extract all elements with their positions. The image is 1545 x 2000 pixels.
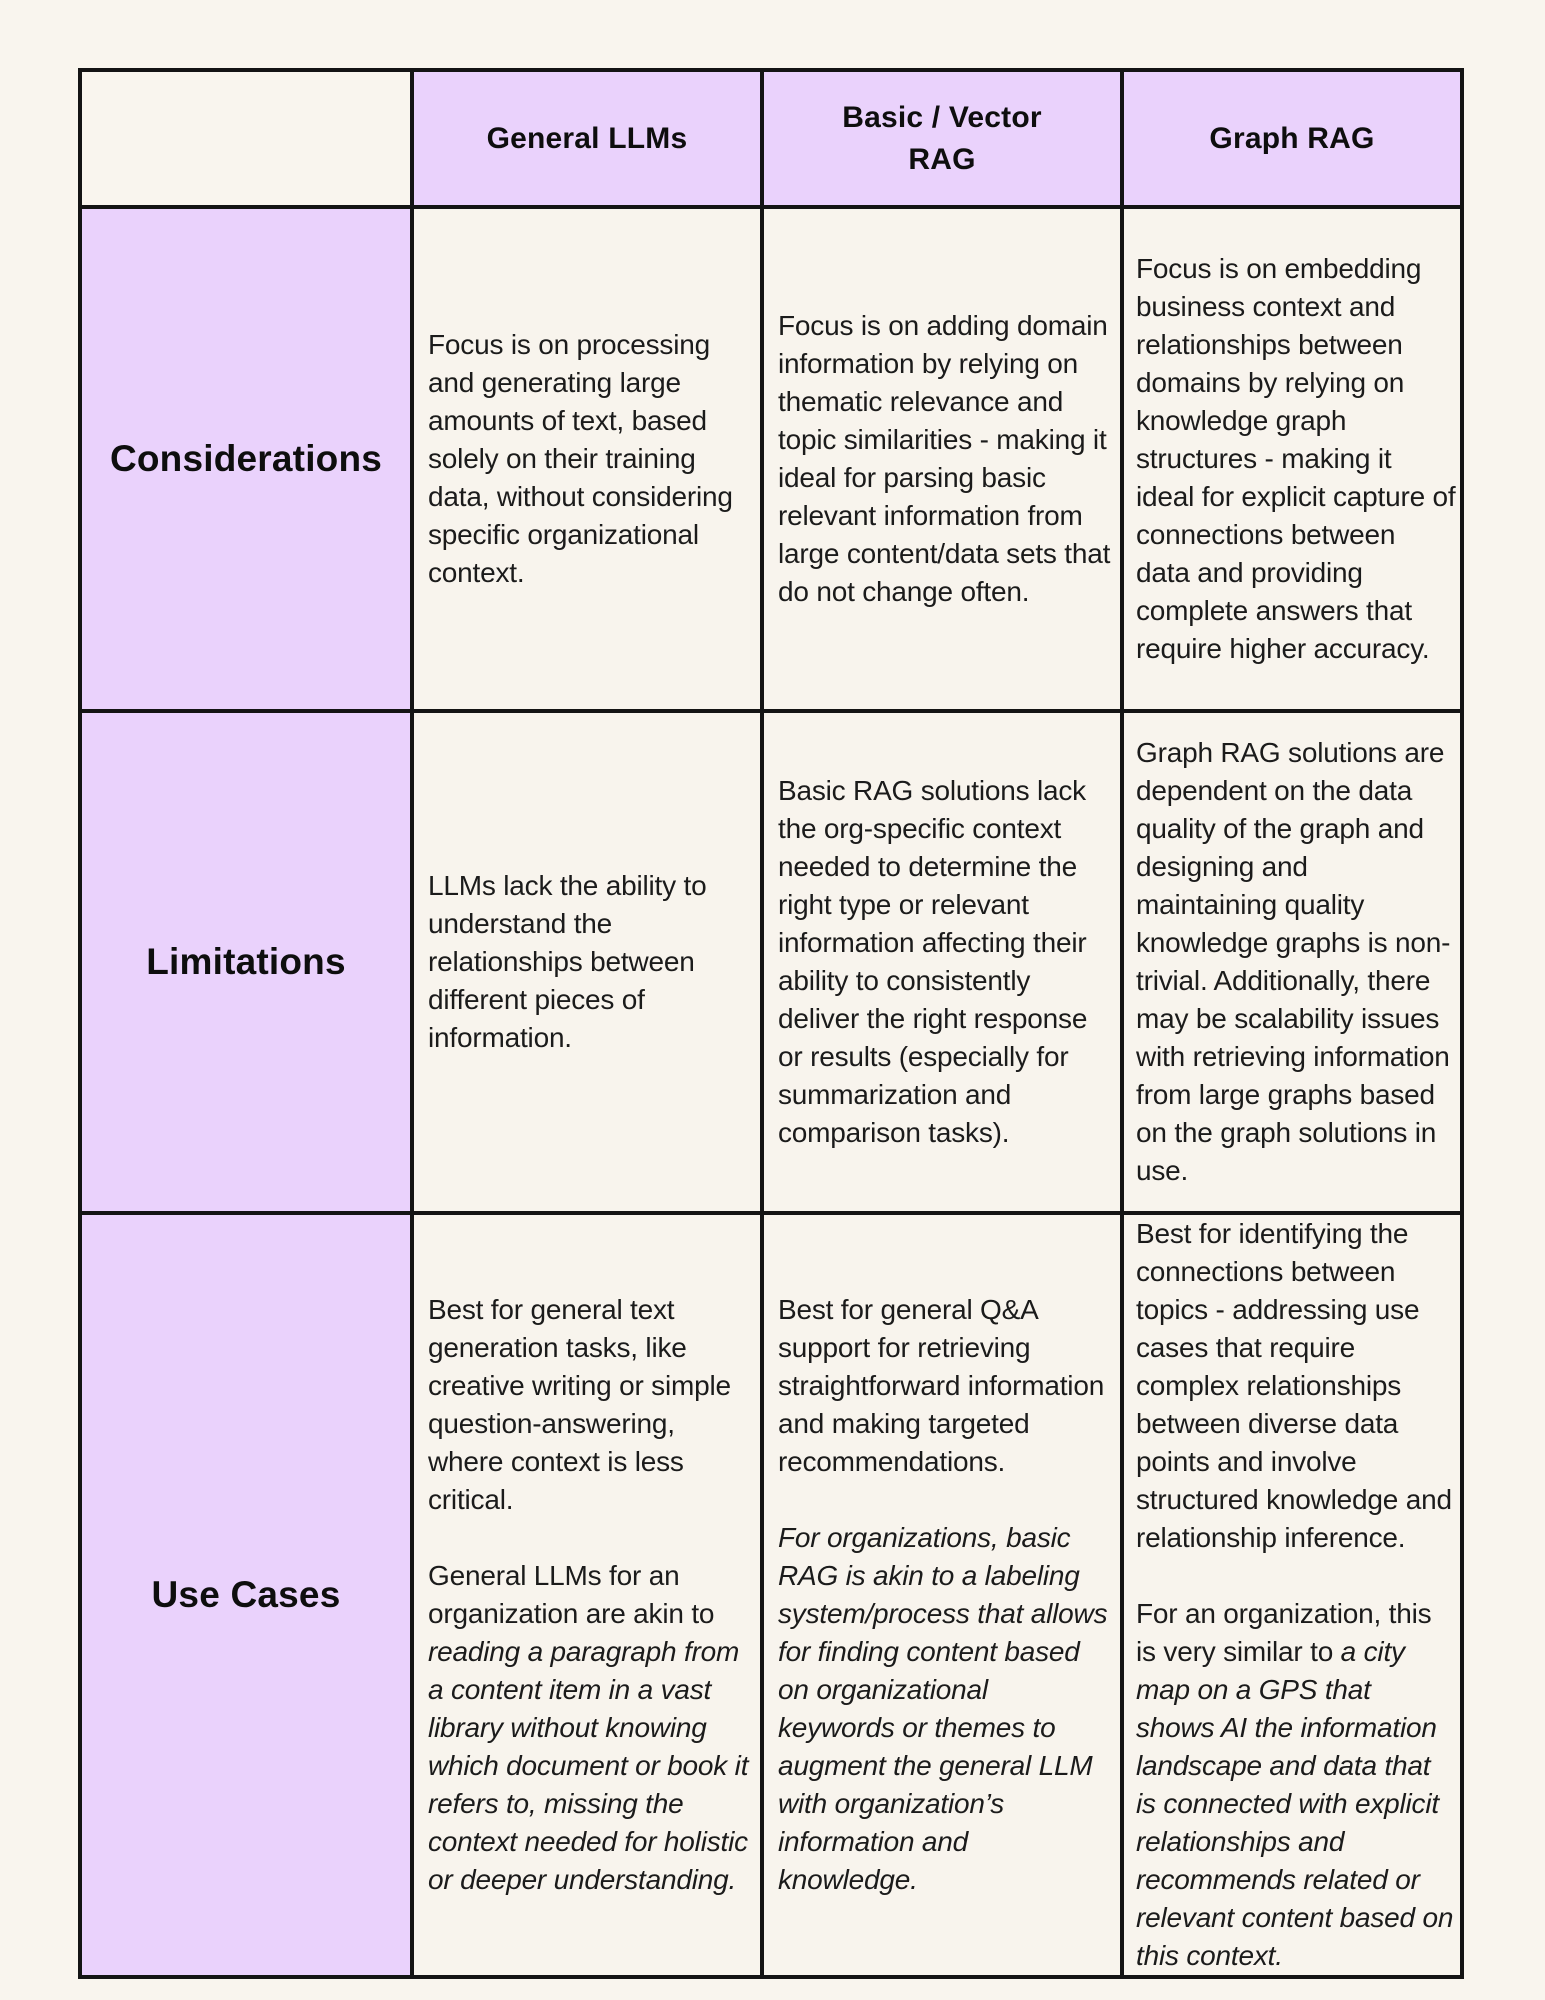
row-label-use-cases: Use Cases xyxy=(80,1213,412,1977)
cell-limitations-basic-vector-rag: Basic RAG solutions lack the org-specific context needed to determine the right type or relevant information affecting their ability to consistently deliver the right response or results (especially for summarization and comparison tasks). xyxy=(762,711,1122,1213)
cell-considerations-general-llms: Focus is on processing and generating large amounts of text, based solely on their training data, without considering specific organizational context. xyxy=(412,207,762,711)
column-header-basic-vector-rag xyxy=(762,70,1122,207)
cell-considerations-graph-rag: Focus is on embedding business context and relationships between domains by relying on knowledge graph structures - making it ideal for explicit capture of connections between data and providing complete answers that require higher accuracy. xyxy=(1122,207,1462,711)
corner-cell xyxy=(80,70,412,207)
cell-use-cases-general-llms: Best for general text generation tasks, like creative writing or simple question-answering, where context is less critical. General LLMs for an organization are akin to reading a paragraph from a content item in a vast library without knowing which document or book it refers to, missing the context needed for holistic or deeper understanding. xyxy=(412,1213,762,1977)
row-label-limitations: Limitations xyxy=(80,711,412,1213)
column-header-label: General LLMs xyxy=(486,121,688,155)
column-header-general-llms xyxy=(412,70,762,207)
cell-use-cases-graph-rag: Best for identifying the connections between topics - addressing use cases that require complex relationships between diverse data points and involve structured knowledge and relationship inference. For an organization, this is very similar to a city map on a GPS that shows AI the information landscape and data that is connected with explicit relationships and recommends related or relevant content based on this context. xyxy=(1122,1213,1462,1977)
cell-limitations-general-llms: LLMs lack the ability to understand the relationships between different pieces of information. xyxy=(412,711,762,1213)
cell-considerations-basic-vector-rag: Focus is on adding domain information by relying on thematic relevance and topic similarities - making it ideal for parsing basic relevant information from large content/data sets that do not change often. xyxy=(762,207,1122,711)
header-row xyxy=(80,70,1462,207)
cell-limitations-graph-rag: Graph RAG solutions are dependent on the data quality of the graph and designing and maintaining quality knowledge graphs is non-trivial. Additionally, there may be scalability issues with retrieving information from large graphs based on the graph solutions in use. xyxy=(1122,711,1462,1213)
rag-comparison-table xyxy=(78,68,1464,1979)
column-header-graph-rag xyxy=(1122,70,1462,207)
row-considerations xyxy=(80,207,1462,711)
cell-use-cases-basic-vector-rag: Best for general Q&A support for retrieving straightforward information and making targeted recommendations. For organizations, basic RAG is akin to a labeling system/process that allows for finding content based on organizational keywords or themes to augment the general LLM with organization’s information and knowledge. xyxy=(762,1213,1122,1977)
row-limitations xyxy=(80,711,1462,1213)
column-header-label: Basic / Vector RAG xyxy=(842,101,1042,176)
column-header-label: Graph RAG xyxy=(1209,121,1375,155)
row-use-cases xyxy=(80,1213,1462,1977)
row-label-considerations: Considerations xyxy=(80,207,412,711)
